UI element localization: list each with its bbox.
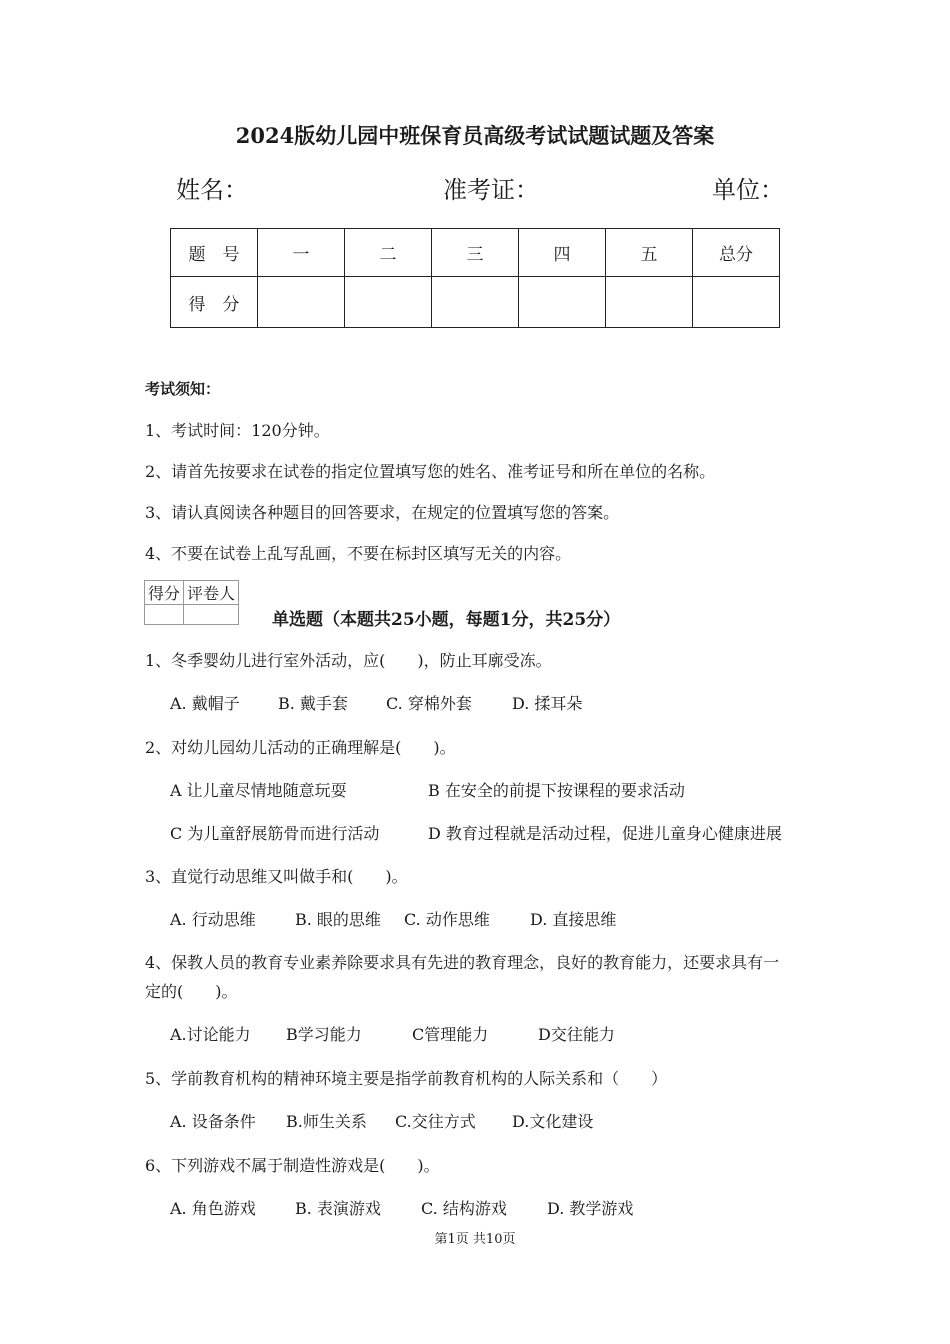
notice-item: 4、不要在试卷上乱写乱画，不要在标封区填写无关的内容。 [145,544,572,563]
option: D交往能力 [538,1025,615,1044]
score-cell[interactable] [258,277,345,328]
option: A. 行动思维 [170,910,256,929]
score-table-score-row [171,277,780,328]
score-cell[interactable] [432,277,519,328]
option: B学习能力 [286,1025,362,1044]
exam-id-label: 准考证： [443,176,539,204]
score-header-cell: 五 [606,229,693,277]
option: B. 表演游戏 [295,1199,381,1218]
question-text: 2、对幼儿园幼儿活动的正确理解是( )。 [145,738,456,757]
option: C. 穿棉外套 [386,694,472,713]
score-header-cell: 题 号 [171,229,258,277]
grader-score-cell[interactable] [145,605,184,625]
option: C管理能力 [412,1025,489,1044]
score-header-cell: 四 [519,229,606,277]
option: A. 设备条件 [170,1112,256,1131]
score-cell[interactable] [693,277,780,328]
notice-item: 3、请认真阅读各种题目的回答要求，在规定的位置填写您的答案。 [145,503,620,522]
option: D. 教学游戏 [547,1199,634,1218]
question-text: 6、下列游戏不属于制造性游戏是( )。 [145,1156,440,1175]
option: B.师生关系 [286,1112,367,1131]
option: C. 动作思维 [404,910,490,929]
score-header-cell: 二 [345,229,432,277]
option: A. 戴帽子 [170,694,240,713]
question-text: 5、学前教育机构的精神环境主要是指学前教育机构的人际关系和（ ） [145,1069,668,1088]
notice-item: 2、请首先按要求在试卷的指定位置填写您的姓名、准考证号和所在单位的名称。 [145,462,716,481]
grader-cell[interactable] [184,605,239,625]
question-text: 1、冬季婴幼儿进行室外活动，应( )，防止耳廓受冻。 [145,651,552,670]
score-header-cell: 三 [432,229,519,277]
grader-score-label: 得分 [145,581,184,605]
option: C 为儿童舒展筋骨而进行活动 [170,824,380,843]
notice-item: 1、考试时间：120分钟。 [145,421,330,440]
option: A 让儿童尽情地随意玩耍 [170,781,347,800]
score-cell[interactable] [606,277,693,328]
page-title: 2024版幼儿园中班保育员高级考试试题试题及答案 [235,123,715,148]
option: A.讨论能力 [170,1025,251,1044]
option: D. 揉耳朵 [512,694,583,713]
grader-label: 评卷人 [184,581,239,605]
section-title: 单选题（本题共25小题，每题1分，共25分） [272,610,621,630]
question-text: 3、直觉行动思维又叫做手和( )。 [145,867,408,886]
option: D.文化建设 [512,1112,594,1131]
grader-table [144,580,239,625]
question-text-continued: 定的( )。 [145,982,238,1001]
question-text: 4、保教人员的教育专业素养除要求具有先进的教育理念，良好的教育能力，还要求具有一 [145,953,780,972]
score-table [170,228,780,328]
name-label: 姓名： [176,176,248,204]
unit-label: 单位： [712,176,784,204]
score-header-cell: 一 [258,229,345,277]
option: B. 眼的思维 [295,910,381,929]
option: B. 戴手套 [278,694,348,713]
score-cell[interactable] [345,277,432,328]
notice-title: 考试须知： [145,380,221,398]
option: D 教育过程就是活动过程，促进儿童身心健康进展 [428,824,782,843]
option: A. 角色游戏 [170,1199,256,1218]
score-row-label: 得 分 [171,277,258,328]
score-cell[interactable] [519,277,606,328]
option: D. 直接思维 [530,910,617,929]
option: C. 结构游戏 [421,1199,507,1218]
option: C.交往方式 [395,1112,476,1131]
page-footer: 第1页 共10页 [434,1232,516,1247]
option: B 在安全的前提下按课程的要求活动 [428,781,685,800]
score-header-cell: 总分 [693,229,780,277]
score-table-header-row [171,229,780,277]
